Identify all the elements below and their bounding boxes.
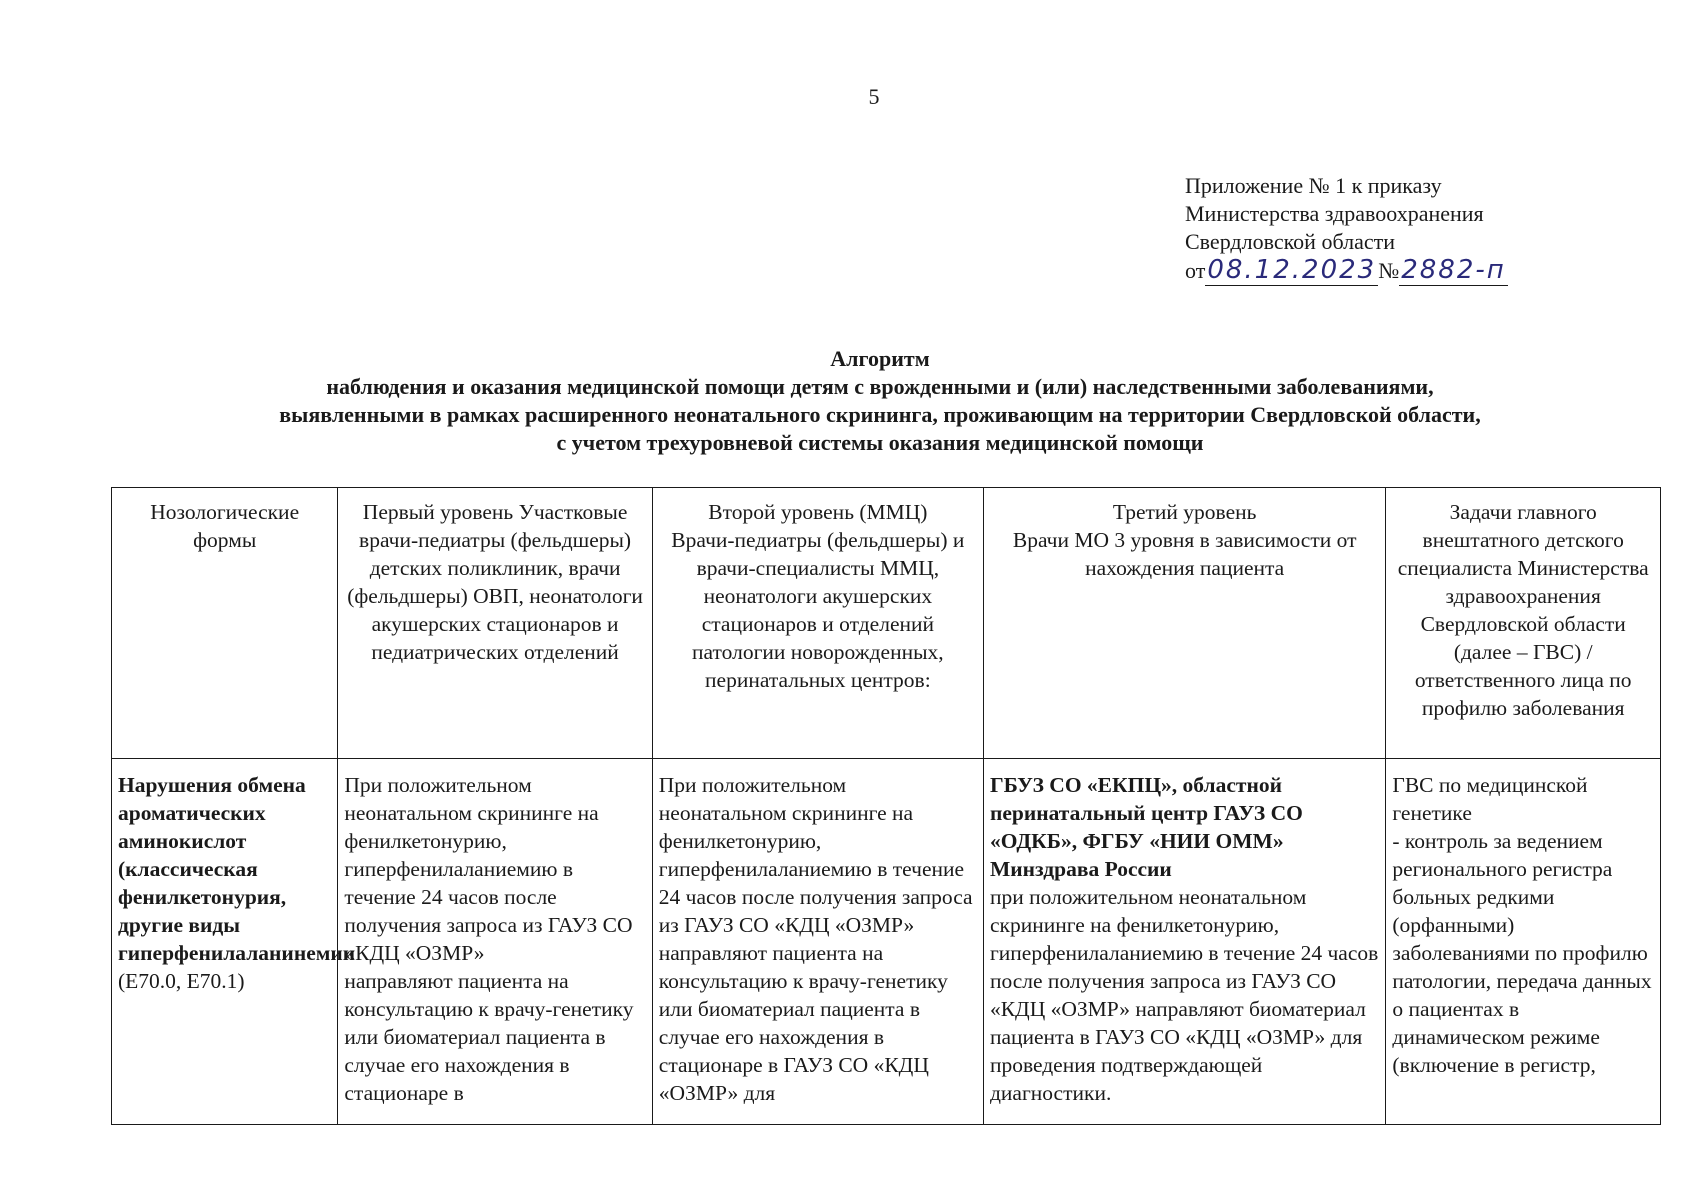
- table-header-row: [112, 488, 1661, 759]
- header-nosology: Нозологические формы: [112, 488, 338, 759]
- level-1-text-a: При положительном неонатальном скрининге на фенилкетонурию, гиперфенилаланиемию в течение 24 часов после получения запроса из ГАУЗ СО «КДЦ «ОЗМР»: [344, 773, 633, 965]
- handwritten-date: 08.12.2023: [1207, 255, 1377, 285]
- level-3-text: при положительном неонатальном скрининге на фенилкетонурию, гиперфенилаланиемию в течение 24 часов после получения запроса из ГАУЗ СО «КДЦ «ОЗМР» направляют биоматериал пациента в ГАУЗ СО «КДЦ «ОЗМР» для проведения подтверждающей диагностики.: [989, 885, 1379, 1105]
- appendix-line-1: Приложение № 1 к приказу: [1185, 173, 1442, 198]
- number-prefix: №: [1378, 258, 1400, 283]
- header-level-2-title: Второй уровень (ММЦ): [708, 500, 928, 524]
- title-line-1: наблюдения и оказания медицинской помощи детям с врожденными и (или) наследственными заболеваниями,: [326, 374, 1434, 399]
- cell-level-1: [338, 759, 652, 1125]
- header-level-3-title: Третий уровень: [1112, 500, 1257, 524]
- gvs-title: ГВС по медицинской генетике: [1392, 773, 1588, 825]
- title-line-2: выявленными в рамках расширенного неонатального скрининга, проживающим на территории Свердловской области,: [279, 402, 1481, 427]
- gvs-text: - контроль за ведением регионального регистра больных редкими (орфанными) заболеваниями по профилю патологии, передача данных о пациентах в динамическом режиме (включение в регистр,: [1392, 829, 1652, 1077]
- header-level-2: [652, 488, 983, 759]
- appendix-block: [1185, 172, 1508, 285]
- nosology-codes: (E70.0, E70.1): [118, 969, 245, 993]
- cell-nosology: [112, 759, 356, 1125]
- nosology-name: Нарушения обмена ароматических аминокислот (классическая фенилкетонурия, другие виды гиперфенилаланинемии: [118, 773, 356, 965]
- header-gvs-tasks: Задачи главного внештатного детского специалиста Министерства здравоохранения Свердловской области (далее – ГВС) / ответственного лица по профилю заболевания: [1386, 488, 1661, 759]
- header-level-3: [983, 488, 1385, 759]
- cell-level-3: [983, 759, 1385, 1125]
- page-number: 5: [868, 84, 880, 109]
- header-level-2-desc: Врачи-педиатры (фельдшеры) и врачи-специалисты ММЦ, неонатологи акушерских стационаров и отделений патологии новорожденных, перинатальных центров:: [671, 528, 965, 692]
- header-level-3-desc: Врачи МО 3 уровня в зависимости от нахождения пациента: [1012, 528, 1357, 580]
- algorithm-table: [111, 487, 1661, 1125]
- appendix-date-number-line: [1185, 256, 1508, 285]
- header-level-1: Первый уровень Участковые врачи-педиатры (фельдшеры) детских поликлиник, врачи (фельдшеры) ОВП, неонатологи акушерских стационаров и педиатрических отделений: [338, 488, 652, 759]
- appendix-line-3: Свердловской области: [1185, 229, 1395, 254]
- cell-level-2: [652, 759, 983, 1125]
- title-heading: Алгоритм: [830, 346, 930, 371]
- document-title: [120, 345, 1640, 457]
- date-prefix: от: [1185, 258, 1206, 283]
- table-row: [112, 759, 1661, 1125]
- level-2-text: При положительном неонатальном скрининге на фенилкетонурию, гиперфенилаланиемию в течение 24 часов после получения запроса из ГАУЗ СО «КДЦ «ОЗМР» направляют пациента на консультацию к врачу-генетику или биоматериал пациента в случае его нахождения в стационаре в ГАУЗ СО «КДЦ «ОЗМР» для: [658, 773, 973, 1105]
- title-line-3: с учетом трехуровневой системы оказания медицинской помощи: [556, 430, 1204, 455]
- level-3-institutions: ГБУЗ СО «ЕКПЦ», областной перинатальный центр ГАУЗ СО «ОДКБ», ФГБУ «НИИ ОММ» Минздрава России: [989, 773, 1303, 881]
- level-1-text-b: направляют пациента на консультацию к врачу-генетику или биоматериал пациента в случае его нахождения в стационаре в: [344, 969, 634, 1105]
- cell-gvs: [1386, 759, 1661, 1125]
- handwritten-number: 2882-п: [1401, 255, 1506, 285]
- appendix-line-2: Министерства здравоохранения: [1185, 201, 1484, 226]
